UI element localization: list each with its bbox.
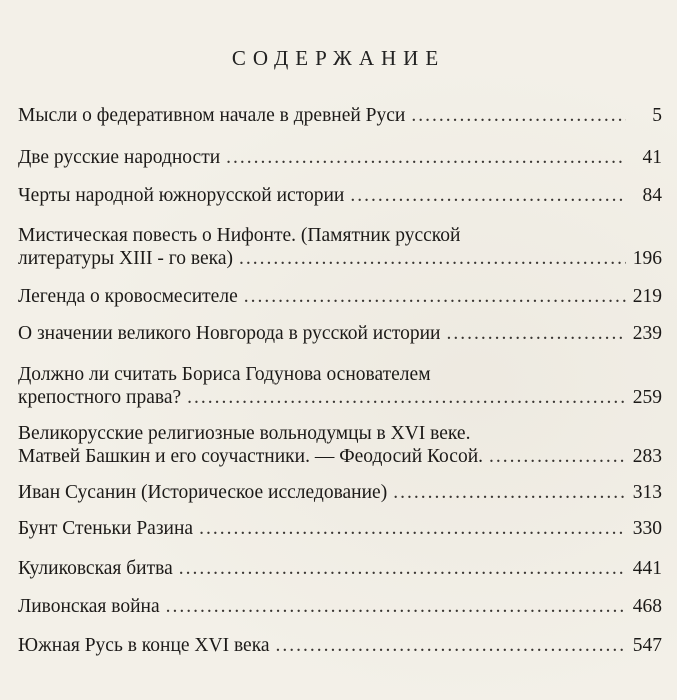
toc-entry bbox=[18, 322, 662, 345]
leader-dots bbox=[179, 557, 626, 580]
contents-heading: СОДЕРЖАНИЕ bbox=[231, 46, 446, 70]
toc-entry bbox=[18, 517, 662, 540]
entry-title: Иван Сусанин (Историческое исследование) bbox=[18, 482, 388, 503]
page-number: 84 bbox=[642, 185, 662, 206]
toc-entry bbox=[18, 557, 662, 580]
entry-title-continued: Матвей Башкин и его соучастники. — Феодосий Косой. bbox=[18, 446, 484, 467]
entry-title: Должно ли считать Бориса Годунова основателем bbox=[18, 364, 431, 385]
leader-dots bbox=[199, 517, 626, 540]
entry-title: Великорусские религиозные вольнодумцы в XVI веке. bbox=[18, 423, 471, 444]
leader-dots bbox=[411, 104, 626, 127]
page-number: 313 bbox=[632, 482, 662, 503]
leader-dots bbox=[489, 445, 626, 468]
toc-entry bbox=[18, 285, 662, 308]
leader-dots bbox=[393, 481, 626, 504]
page-number: 196 bbox=[632, 248, 662, 269]
leader-dots bbox=[447, 322, 627, 345]
page-number: 259 bbox=[632, 387, 662, 408]
leader-dots bbox=[244, 285, 626, 308]
toc-entry bbox=[18, 634, 662, 657]
leader-dots bbox=[350, 184, 626, 207]
entry-title: Ливонская война bbox=[18, 596, 160, 617]
page-number: 5 bbox=[652, 105, 662, 126]
page-number: 330 bbox=[632, 518, 662, 539]
leader-dots bbox=[276, 634, 626, 657]
toc-entry bbox=[18, 104, 662, 127]
toc-entry bbox=[18, 363, 662, 409]
entry-title: Куликовская битва bbox=[18, 558, 173, 579]
page-number: 441 bbox=[632, 558, 662, 579]
toc-entry bbox=[18, 146, 662, 169]
page-number: 468 bbox=[632, 596, 662, 617]
leader-dots bbox=[187, 386, 626, 409]
entry-title: Мистическая повесть о Нифонте. (Памятник русской bbox=[18, 225, 461, 246]
toc-entry bbox=[18, 224, 662, 270]
entry-title: Легенда о кровосмесителе bbox=[18, 286, 238, 307]
entry-title: Черты народной южнорусской истории bbox=[18, 185, 345, 206]
leader-dots bbox=[239, 247, 626, 270]
page-number: 547 bbox=[632, 635, 662, 656]
page-number: 239 bbox=[632, 323, 662, 344]
entry-title: Две русские народности bbox=[18, 147, 221, 168]
entry-title: Бунт Стеньки Разина bbox=[18, 518, 194, 539]
toc-entry bbox=[18, 184, 662, 207]
entry-title: О значении великого Новгорода в русской истории bbox=[18, 323, 441, 344]
toc-entry bbox=[18, 422, 662, 468]
entry-title: Мысли о федеративном начале в древней Руси bbox=[18, 105, 406, 126]
page-number: 283 bbox=[632, 446, 662, 467]
entry-title-continued: крепостного права? bbox=[18, 387, 182, 408]
entry-title-continued: литературы XIII - го века) bbox=[18, 248, 234, 269]
toc-entry bbox=[18, 595, 662, 618]
leader-dots bbox=[226, 146, 626, 169]
entry-title: Южная Русь в конце XVI века bbox=[18, 635, 270, 656]
toc-entry bbox=[18, 481, 662, 504]
page-number: 41 bbox=[642, 147, 662, 168]
leader-dots bbox=[166, 595, 626, 618]
page-number: 219 bbox=[632, 286, 662, 307]
